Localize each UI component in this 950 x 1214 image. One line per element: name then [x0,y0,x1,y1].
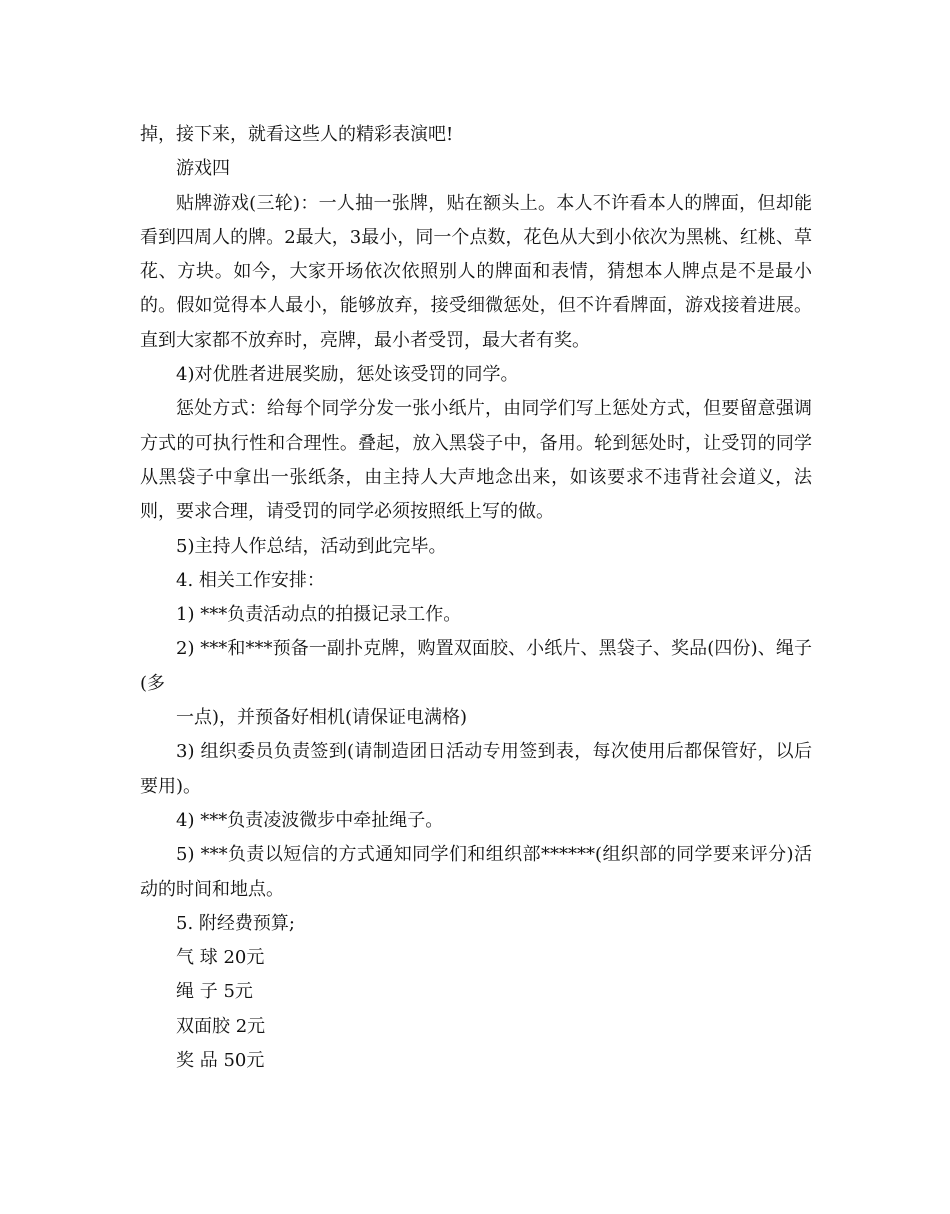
paragraph-work-item-2-continued: 一点)，并预备好相机(请保证电满格) [176,707,468,729]
paragraph-work-item-5: 5) ***负责以短信的方式通知同学们和组织部******(组织部的同学要来评分)活动的时间和地点。 [140,844,812,900]
budget-line-prizes: 奖 品 50元 [176,1050,265,1072]
paragraph-punish-method: 惩处方式：给每个同学分发一张小纸片，由同学们写上惩处方式，但要留意强调方式的可执行性和合理性。叠起，放入黑袋子中，备用。轮到惩处时，让受罚的同学从黑袋子中拿出一张纸条，由主持人大声地念出来，如该要求不违背社会道义，法则，要求合理，请受罚的同学必须按照纸上写的做。 [140,398,812,523]
paragraph-continuation: 掉，接下来，就看这些人的精彩表演吧! [140,124,454,145]
paragraph-work-item-4: 4) ***负责凌波微步中牵扯绳子。 [176,809,444,831]
paragraph-reward-punish: 4)对优胜者进展奖励，惩处该受罚的同学。 [176,364,519,386]
paragraph-work-item-1: 1) ***负责活动点的拍摄记录工作。 [176,604,462,626]
paragraph-host-summary: 5)主持人作总结，活动到此完毕。 [176,535,447,557]
paragraph-card-game-rules: 贴牌游戏(三轮)：一人抽一张牌，贴在额头上。本人不许看本人的牌面，但却能看到四周人的牌。2最大，3最小，同一个点数，花色从大到小依次为黑桃、红桃、草花、方块。如今，大家开场依次依照别人的牌面和表情，猜想本人牌点是不是最小的。假如觉得本人最小，能够放弃，接受细微惩处，但不许看牌面，游戏接着进展。直到大家都不放弃时，亮牌，最小者受罚，最大者有奖。 [140,192,812,351]
budget-line-balloons: 气 球 20元 [176,947,265,969]
paragraph-game-four-heading: 游戏四 [176,158,230,180]
budget-line-double-sided-tape: 双面胶 2元 [176,1015,266,1037]
budget-line-rope: 绳 子 5元 [176,981,253,1003]
document-body [140,118,812,1078]
paragraph-budget-heading: 5. 附经费预算; [176,912,295,934]
paragraph-work-item-3: 3) 组织委员负责签到(请制造团日活动专用签到表，每次使用后都保管好，以后要用)。 [140,741,812,797]
paragraph-work-arrangement-heading: 4. 相关工作安排： [176,569,325,591]
paragraph-work-item-2: 2) ***和***预备一副扑克牌，购置双面胶、小纸片、黑袋子、奖品(四份)、绳子(多 [140,638,812,694]
